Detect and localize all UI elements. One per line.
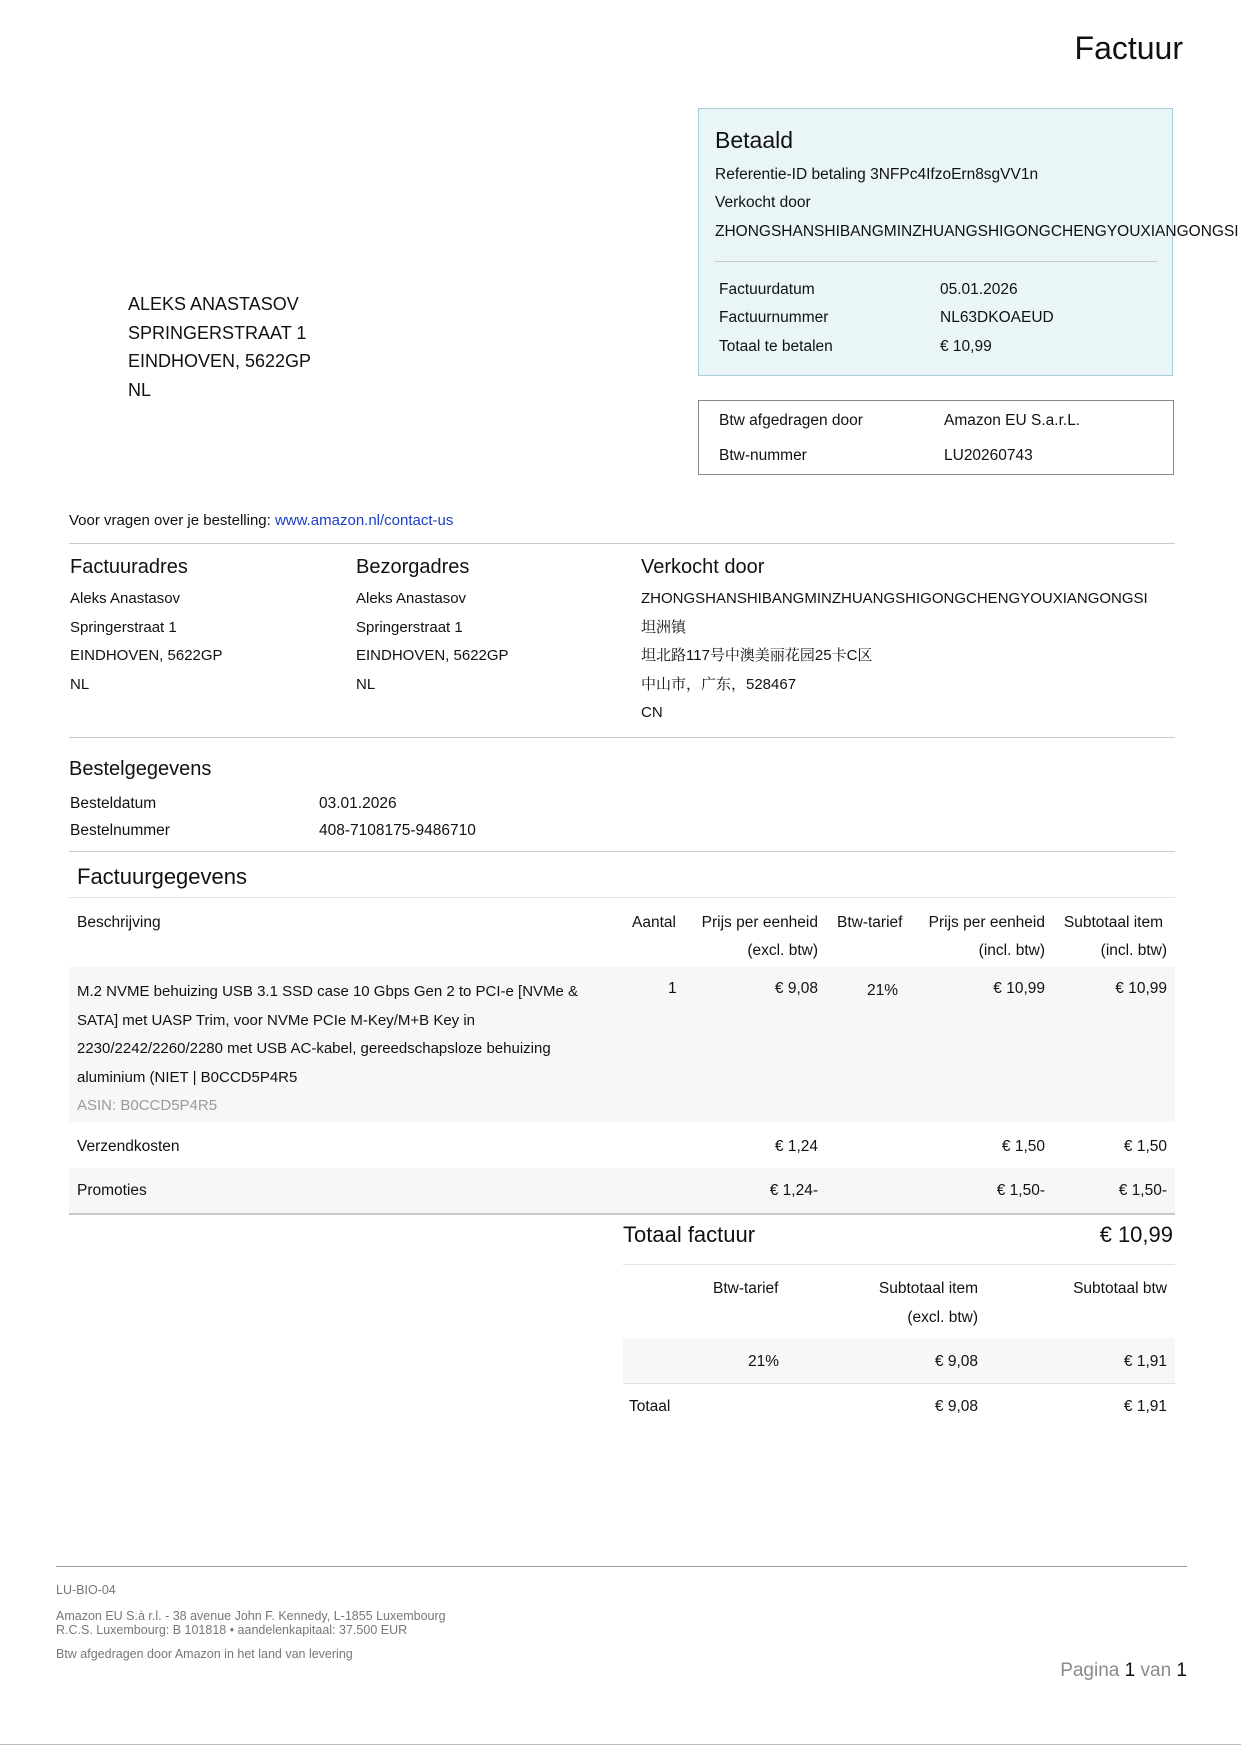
contact-text: Voor vragen over je bestelling: (69, 512, 271, 529)
col-header-unit-incl: Prijs per eenheid (928, 914, 1045, 931)
item-vat-rate: 21% (867, 982, 899, 999)
vat-total-vat: € 1,91 (1123, 1398, 1167, 1415)
billing-line: Springerstraat 1 (70, 618, 177, 636)
vat-row-subtotal: € 9,08 (934, 1353, 978, 1370)
shipping-unit-incl: € 1,50 (1001, 1138, 1045, 1155)
vat-total-label: Totaal (629, 1398, 671, 1415)
vat-box (698, 400, 1174, 475)
shipping-line: EINDHOVEN, 5622GP (356, 647, 509, 664)
billing-line: Aleks Anastasov (70, 590, 181, 607)
invoice-date-label: Factuurdatum (719, 281, 815, 298)
order-date-label: Besteldatum (70, 795, 157, 812)
order-number-value: 408-7108175-9486710 (319, 822, 476, 839)
item-description-line: aluminium (NIET | B0CCD5P4R5 (77, 1068, 298, 1086)
item-quantity: 1 (668, 980, 677, 997)
order-heading: Bestelgegevens (69, 758, 212, 780)
sold-by-label: Verkocht door (715, 194, 811, 211)
item-asin: ASIN: B0CCD5P4R5 (77, 1097, 218, 1114)
payment-box (698, 108, 1239, 376)
promo-subtotal: € 1,50- (1118, 1182, 1167, 1199)
contact-link[interactable]: www.amazon.nl/contact-us (274, 512, 454, 529)
seller-line: ZHONGSHANSHIBANGMINZHUANGSHIGONGCHENGYOUXIANGONGSI (641, 590, 1148, 607)
vat-number-value: LU20260743 (944, 447, 1033, 464)
shipping-unit-excl: € 1,24 (774, 1138, 818, 1155)
billing-address (70, 556, 223, 699)
item-description-line: 2230/2242/2260/2280 met USB AC-kabel, gereedschapsloze behuizing (77, 1040, 551, 1057)
item-description-line: SATA] met UASP Trim, voor NVMe PCIe M-Key/M+B Key in (77, 1011, 476, 1029)
divider (69, 737, 1175, 738)
invoice-heading: Factuurgegevens (77, 864, 247, 889)
recipient-line: SPRINGERSTRAAT 1 (128, 322, 307, 343)
col-header-unit-incl-note: (incl. btw) (978, 942, 1045, 959)
contact-line (69, 512, 453, 529)
divider (69, 543, 1175, 544)
order-date-value: 03.01.2026 (319, 795, 397, 812)
shipping-line: NL (356, 675, 376, 693)
vat-row-vat: € 1,91 (1123, 1353, 1167, 1370)
of-word: van (1140, 1660, 1172, 1681)
footer-address (56, 1609, 446, 1637)
vat-col-header-rate: Btw-tarief (713, 1280, 779, 1297)
item-description (77, 978, 578, 1121)
total-due-label: Totaal te betalen (719, 338, 833, 355)
shipping-subtotal: € 1,50 (1123, 1138, 1167, 1155)
col-header-vat-rate: Btw-tarief (837, 914, 903, 931)
footer-divider (56, 1566, 1187, 1567)
seller-line: 中山市，广东，528467 (641, 675, 797, 693)
col-header-unit-excl: Prijs per eenheid (701, 914, 818, 931)
seller-line: 坦洲镇 (641, 618, 687, 636)
invoice-number-value: NL63DKOAEUD (940, 309, 1054, 326)
invoice-date-value: 05.01.2026 (940, 281, 1018, 298)
seller-line: CN (641, 704, 663, 721)
item-unit-excl: € 9,08 (774, 980, 818, 997)
divider (623, 1264, 1175, 1265)
footer-address-line: Amazon EU S.à r.l. - 38 avenue John F. Kennedy, L-1855 Luxembourg (56, 1609, 446, 1623)
divider (69, 897, 1175, 898)
promo-unit-excl: € 1,24- (769, 1182, 818, 1199)
divider (69, 851, 1175, 852)
page-number: 1 (1124, 1660, 1136, 1681)
shipping-line: Springerstraat 1 (356, 618, 463, 636)
col-header-unit-excl-note: (excl. btw) (747, 942, 818, 959)
payment-reference-value: 3NFPc4IfzoErn8sgVV1n (870, 166, 1039, 183)
page-total: 1 (1176, 1660, 1187, 1681)
recipient-line: EINDHOVEN, 5622GP (128, 351, 312, 371)
page-indicator (1060, 1660, 1187, 1682)
seller-address (641, 556, 1176, 728)
vat-col-header-subtotal-note: (excl. btw) (907, 1309, 978, 1326)
invoice-number-label: Factuurnummer (719, 309, 829, 326)
page-word: Pagina (1060, 1660, 1120, 1681)
vat-col-header-vat: Subtotaal btw (1073, 1280, 1167, 1297)
vat-paid-by-value: Amazon EU S.a.r.L. (944, 412, 1081, 429)
divider (69, 1213, 1175, 1215)
recipient-line: NL (128, 379, 152, 400)
vat-total-subtotal: € 9,08 (934, 1398, 978, 1415)
total-due-value: € 10,99 (940, 338, 992, 355)
order-number-label: Bestelnummer (70, 822, 170, 839)
payment-reference-label: Referentie-ID betaling (715, 166, 866, 183)
invoice-title: Factuur (1074, 30, 1183, 66)
col-header-subtotal-note: (incl. btw) (1100, 942, 1167, 959)
sold-by-value: ZHONGSHANSHIBANGMINZHUANGSHIGONGCHENGYOUXIANGONGSI (715, 223, 1239, 240)
shipping-heading: Bezorgadres (356, 556, 470, 578)
footer-vat-note: Btw afgedragen door Amazon in het land van levering (56, 1647, 353, 1661)
invoice-total-value: € 10,99 (1099, 1222, 1173, 1247)
vat-paid-by-label: Btw afgedragen door (719, 412, 863, 429)
item-subtotal: € 10,99 (1115, 980, 1167, 997)
col-header-subtotal: Subtotaal item (1063, 914, 1163, 931)
shipping-label: Verzendkosten (77, 1138, 180, 1155)
invoice-total-label: Totaal factuur (623, 1222, 756, 1247)
recipient-address (128, 290, 311, 404)
vat-row-rate: 21% (748, 1353, 780, 1370)
promo-label: Promoties (77, 1182, 147, 1199)
shipping-address (356, 556, 509, 699)
footer-address-line: R.C.S. Luxembourg: B 101818 • aandelenkapitaal: 37.500 EUR (56, 1623, 408, 1637)
promo-unit-incl: € 1,50- (996, 1182, 1045, 1199)
shipping-line: Aleks Anastasov (356, 590, 467, 607)
item-unit-incl: € 10,99 (993, 980, 1045, 997)
page-bottom-edge (0, 1744, 1241, 1745)
paid-divider (715, 261, 1157, 262)
seller-heading: Verkocht door (641, 556, 765, 578)
col-header-description: Beschrijving (77, 914, 161, 931)
billing-line: NL (70, 675, 90, 693)
billing-line: EINDHOVEN, 5622GP (70, 647, 223, 664)
vat-row (623, 1338, 1175, 1383)
footer-code: LU-BIO-04 (56, 1583, 116, 1597)
col-header-quantity: Aantal (632, 914, 676, 931)
billing-heading: Factuuradres (70, 556, 188, 578)
payment-reference (715, 166, 1038, 184)
paid-heading: Betaald (715, 127, 794, 153)
vat-col-header-subtotal: Subtotaal item (878, 1280, 978, 1297)
divider (623, 1383, 1175, 1384)
vat-number-label: Btw-nummer (719, 447, 807, 464)
seller-line: 坦北路117号中澳美丽花园25卡C区 (641, 647, 873, 664)
item-description-line: M.2 NVME behuizing USB 3.1 SSD case 10 Gbps Gen 2 to PCI-e [NVMe & (77, 983, 579, 1000)
recipient-line: ALEKS ANASTASOV (128, 294, 299, 314)
